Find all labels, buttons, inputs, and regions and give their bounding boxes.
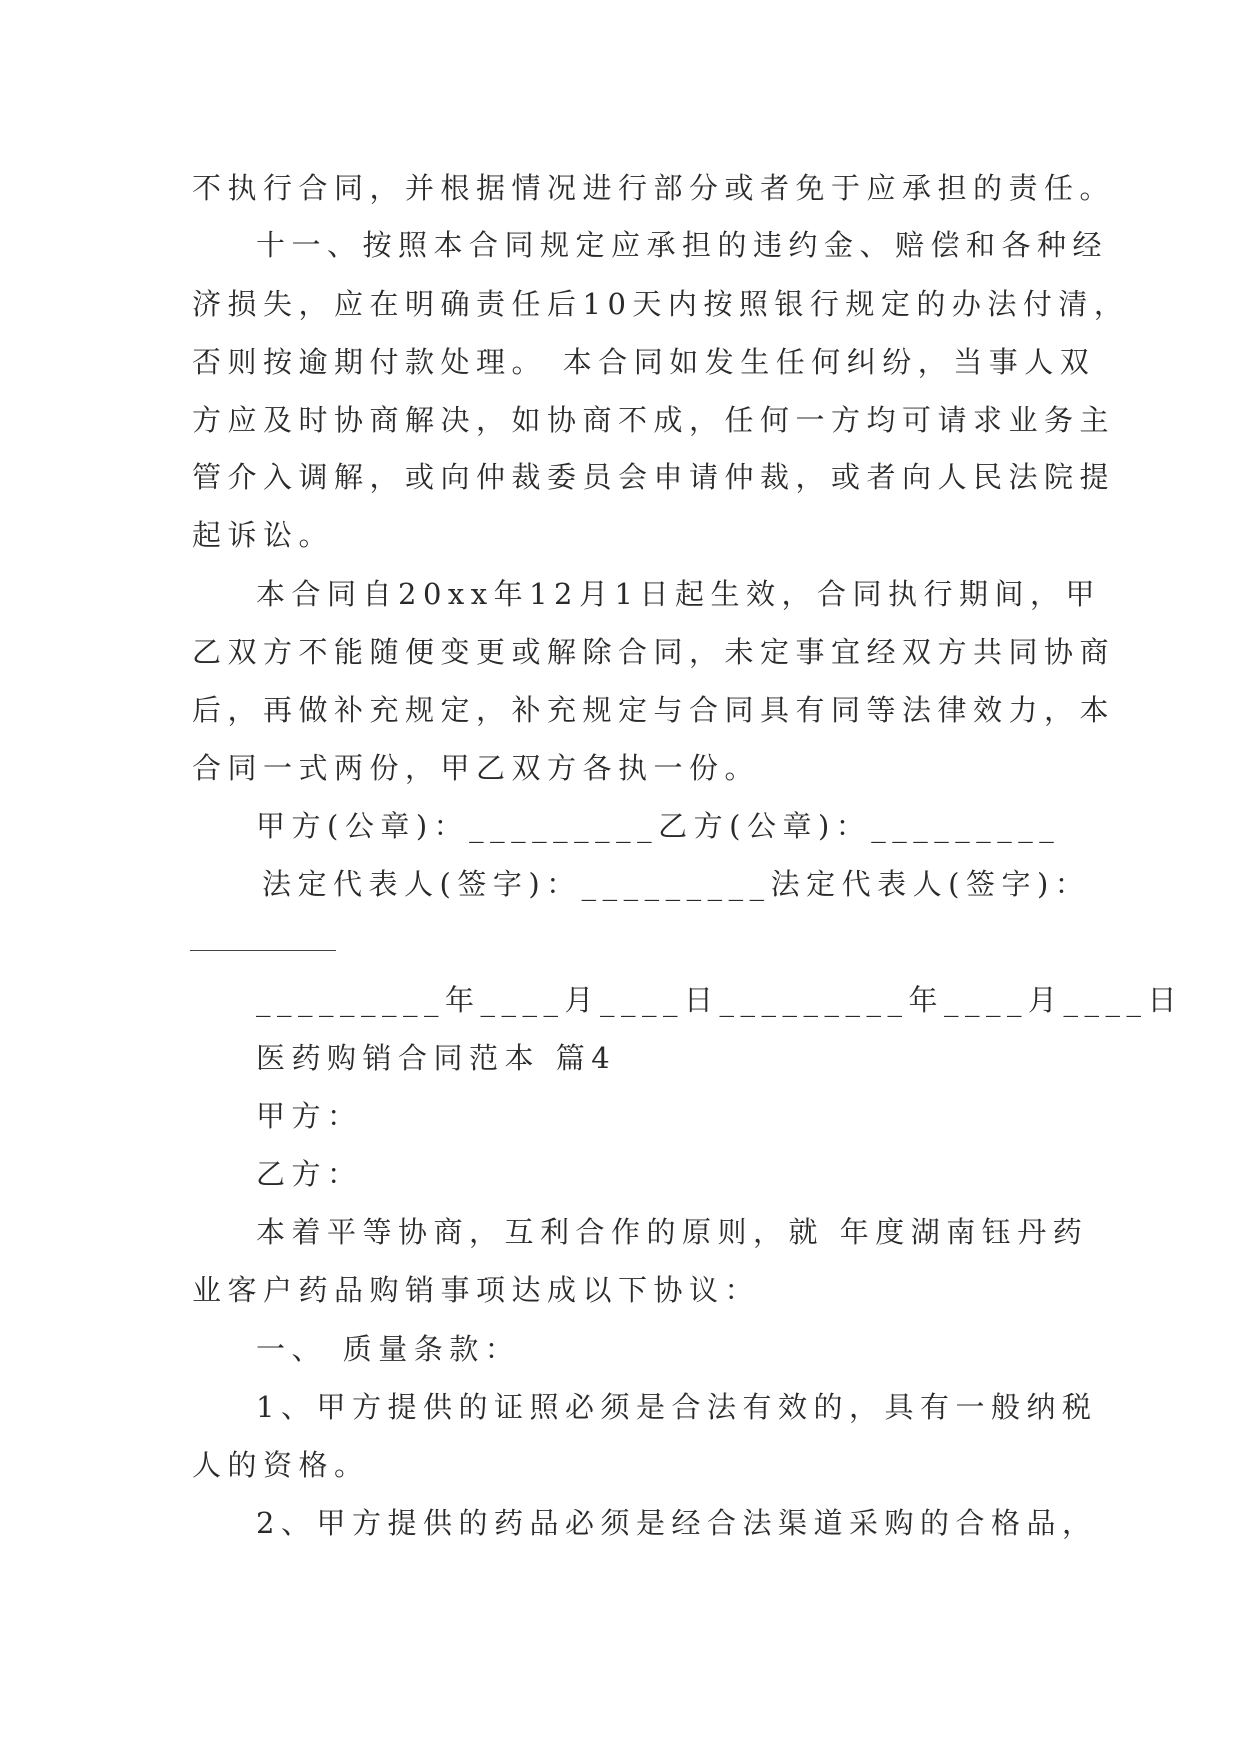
paragraph-line: 业客户药品购销事项达成以下协议：: [192, 1273, 761, 1307]
clause-eleven-line: 十一、按照本合同规定应承担的违约金、赔偿和各种经: [256, 228, 1109, 262]
party-b-line: 乙方：: [256, 1157, 363, 1191]
party-a-line: 甲方：: [256, 1099, 363, 1133]
paragraph-line: 方应及时协商解决，如协商不成，任何一方均可请求业务主: [192, 403, 1116, 437]
paragraph-line: 不执行合同，并根据情况进行部分或者免于应承担的责任。: [192, 171, 1116, 205]
quality-clause-heading: 一、 质量条款：: [256, 1332, 521, 1366]
paragraph-line: 管介入调解，或向仲裁委员会申请仲裁，或者向人民法院提: [192, 460, 1116, 494]
date-line: _________年____月____日_________年____月____日: [256, 983, 1184, 1017]
signature-line: 法定代表人(签字)：_________法定代表人(签字)：: [262, 867, 1091, 901]
agreement-intro-line: 本着平等协商，互利合作的原则，就 年度湖南钰丹药: [256, 1215, 1089, 1249]
paragraph-line: 后，再做补充规定，补充规定与合同具有同等法律效力，本: [192, 693, 1116, 727]
paragraph-line: 否则按逾期付款处理。 本合同如发生任何纠纷，当事人双: [192, 345, 1096, 379]
paragraph-line: 乙双方不能随便变更或解除合同，未定事宜经双方共同协商: [192, 635, 1116, 669]
paragraph-line: 合同一式两份，甲乙双方各执一份。: [192, 751, 761, 785]
seal-line: 甲方(公章)：_________乙方(公章)：_________: [256, 809, 1061, 843]
effective-date-line: 本合同自20xx年12月1日起生效，合同执行期间，甲: [256, 577, 1101, 611]
paragraph-line: 起诉讼。: [192, 518, 335, 552]
paragraph-line: 人的资格。: [192, 1448, 370, 1482]
paragraph-line: 济损失，应在明确责任后10天内按照银行规定的办法付清，: [192, 287, 1130, 321]
quality-item-1-line: 1、甲方提供的证照必须是合法有效的，具有一般纳税: [256, 1390, 1098, 1424]
section-title: 医药购销合同范本 篇4: [256, 1041, 617, 1075]
signature-blank-rule: [190, 950, 336, 951]
quality-item-2-line: 2、甲方提供的药品必须是经合法渠道采购的合格品，: [256, 1506, 1098, 1540]
